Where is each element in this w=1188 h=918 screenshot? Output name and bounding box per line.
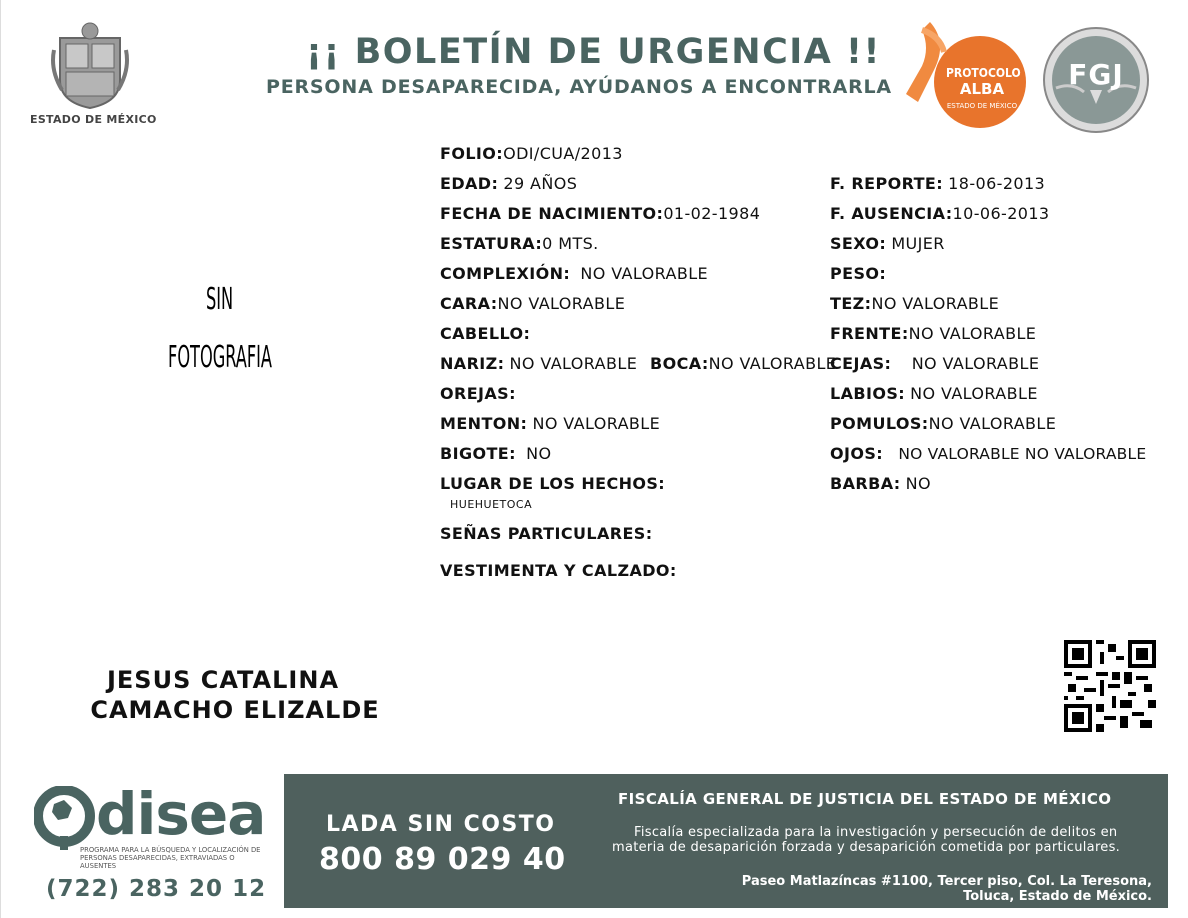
field-label: POMULOS: <box>830 414 929 433</box>
field-folio <box>440 144 623 163</box>
field-value: NO VALORABLE <box>509 354 638 373</box>
field-label: BARBA: <box>830 474 901 493</box>
field-tez <box>830 294 999 313</box>
field-labios <box>830 384 1038 403</box>
field-value: NO VALORABLE <box>928 414 1057 433</box>
field-value: NO VALORABLE NO VALORABLE <box>898 445 1147 463</box>
field-boca <box>650 354 836 373</box>
no-photo-line1: SIN <box>206 282 234 317</box>
field-label: F. REPORTE: <box>830 174 944 193</box>
field-pomulos <box>830 414 1056 433</box>
field-label: LABIOS: <box>830 384 906 403</box>
field-label: CEJAS: <box>830 354 892 373</box>
bulletin-title: ¡¡ BOLETÍN DE URGENCIA !! <box>306 32 881 72</box>
lada-number: 800 89 029 40 <box>319 842 566 877</box>
field-label: CARA: <box>440 294 498 313</box>
state-label: ESTADO DE MÉXICO <box>30 113 157 126</box>
fgj-logo <box>1042 26 1150 134</box>
field-vestimenta <box>440 561 677 580</box>
odisea-phone: (722) 283 20 12 <box>46 876 267 902</box>
field-label: BOCA: <box>650 354 709 373</box>
person-name-line2: CAMACHO ELIZALDE <box>90 696 380 724</box>
odisea-logo-text: disea <box>96 780 266 848</box>
field-ojos <box>830 444 1146 463</box>
field-label: VESTIMENTA Y CALZADO: <box>440 561 677 580</box>
field-label: OJOS: <box>830 444 884 463</box>
field-label: BIGOTE: <box>440 444 516 463</box>
fiscalia-desc-line2: materia de desaparición forzada y desaparición cometida por particulares. <box>612 840 1121 855</box>
field-label: MENTON: <box>440 414 528 433</box>
field-label: F. AUSENCIA: <box>830 204 953 223</box>
qr-code-icon <box>1064 640 1156 732</box>
field-estatura <box>440 234 599 253</box>
state-coat-of-arms-icon <box>50 20 130 110</box>
field-peso <box>830 264 886 283</box>
protocolo-alba-logo <box>900 22 1030 132</box>
field-nacimiento <box>440 204 760 223</box>
field-cejas <box>830 354 1039 373</box>
field-label: NARIZ: <box>440 354 505 373</box>
field-frente <box>830 324 1036 343</box>
field-value: NO VALORABLE <box>532 414 661 433</box>
field-value: 18-06-2013 <box>948 174 1046 193</box>
field-value: 10-06-2013 <box>952 204 1050 223</box>
field-value: NO VALORABLE <box>910 384 1038 403</box>
fiscalia-desc-line1: Fiscalía especializada para la investigación y persecución de delitos en <box>634 825 1118 840</box>
fiscalia-title: FISCALÍA GENERAL DE JUSTICIA DEL ESTADO DE MÉXICO <box>618 790 1112 808</box>
field-label: PESO: <box>830 264 887 283</box>
field-value: NO <box>905 474 932 493</box>
fgj-logo-text: FGJ <box>1068 58 1124 91</box>
field-label: OREJAS: <box>440 384 516 403</box>
person-name-line1: JESUS CATALINA <box>106 666 340 694</box>
field-value: NO VALORABLE <box>871 294 1000 313</box>
field-value: NO <box>526 444 552 463</box>
field-ausencia <box>830 204 1050 223</box>
field-value: NO VALORABLE <box>580 264 709 283</box>
field-label: COMPLEXIÓN: <box>440 264 571 283</box>
field-label: SEXO: <box>830 234 887 253</box>
alba-line2: ALBA <box>959 80 1005 98</box>
field-bigote <box>440 444 551 463</box>
field-reporte <box>830 174 1045 193</box>
field-sexo <box>830 234 945 253</box>
lada-label: LADA SIN COSTO <box>326 812 556 837</box>
field-label: LUGAR DE LOS HECHOS: <box>440 474 666 493</box>
field-value: NO VALORABLE <box>708 354 837 373</box>
field-barba <box>830 474 931 493</box>
field-value: NO VALORABLE <box>497 294 626 313</box>
field-value: 01-02-1984 <box>663 204 761 223</box>
field-senas <box>440 524 653 543</box>
footer-band <box>284 774 1168 908</box>
field-lugar <box>440 474 665 493</box>
field-complexion <box>440 264 708 283</box>
field-label: FRENTE: <box>830 324 909 343</box>
field-label: ESTATURA: <box>440 234 543 253</box>
address-line2: Toluca, Estado de México. <box>963 889 1152 904</box>
field-cabello <box>440 324 530 343</box>
field-value: 0 MTS. <box>542 234 599 253</box>
field-label: FOLIO: <box>440 144 504 163</box>
field-nariz <box>440 354 637 373</box>
field-label: CABELLO: <box>440 324 531 343</box>
field-orejas <box>440 384 516 403</box>
alba-line3: ESTADO DE MÉXICO <box>946 102 1018 110</box>
bulletin-subtitle: PERSONA DESAPARECIDA, AYÚDANOS A ENCONTRARLA <box>266 76 892 98</box>
field-edad <box>440 174 577 193</box>
field-cara <box>440 294 625 313</box>
field-menton <box>440 414 660 433</box>
no-photo-line2: FOTOGRAFIA <box>168 340 273 375</box>
field-value: ODI/CUA/2013 <box>503 144 623 163</box>
field-label: EDAD: <box>440 174 499 193</box>
field-value: MUJER <box>891 234 945 253</box>
field-lugar-value: HUEHUETOCA <box>450 498 533 511</box>
field-label: FECHA DE NACIMIENTO: <box>440 204 664 223</box>
odisea-caption: PROGRAMA PARA LA BÚSQUEDA Y LOCALIZACIÓN DE PERSONAS DESAPARECIDAS, EXTRAVIADAS O AUSENTES <box>80 846 261 870</box>
field-value: NO VALORABLE <box>908 324 1037 343</box>
page-border <box>0 0 1 918</box>
field-value: 29 AÑOS <box>503 174 578 193</box>
field-label: TEZ: <box>830 294 872 313</box>
field-label: SEÑAS PARTICULARES: <box>440 524 653 543</box>
alba-line1: PROTOCOLO <box>946 66 1021 80</box>
address-line1: Paseo Matlazíncas #1100, Tercer piso, Col. La Teresona, <box>741 874 1152 889</box>
field-value: NO VALORABLE <box>911 354 1040 373</box>
